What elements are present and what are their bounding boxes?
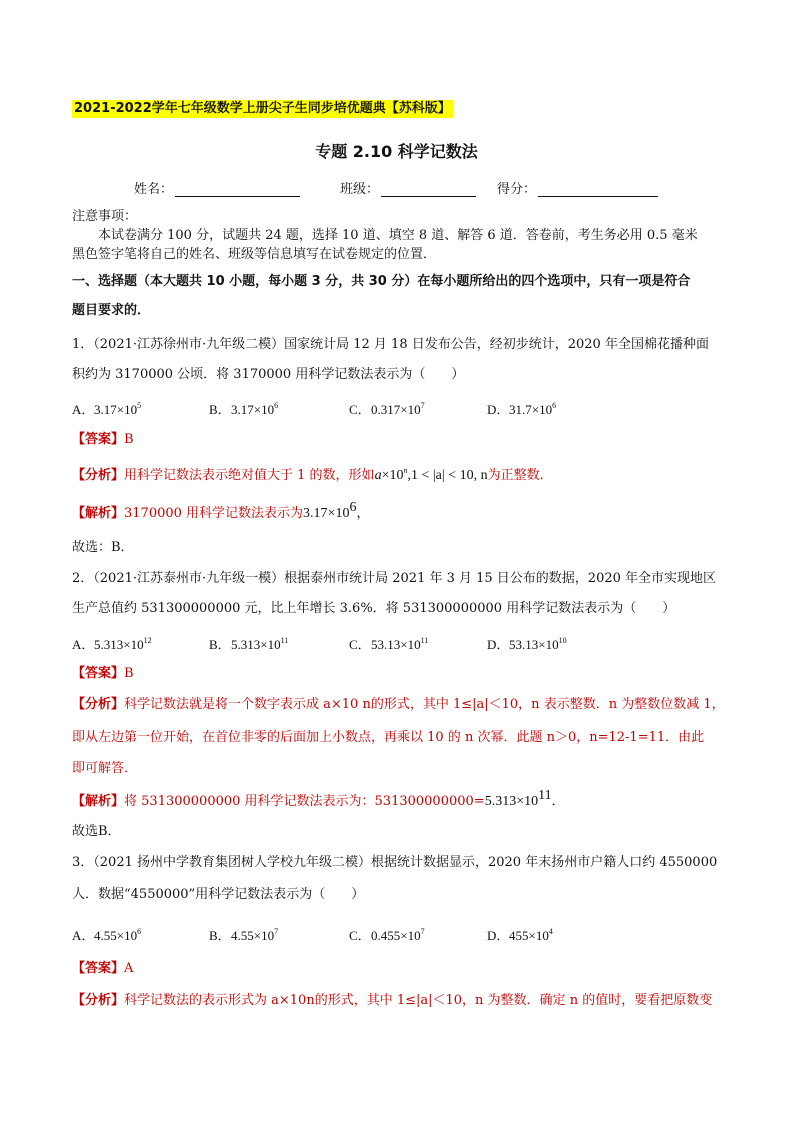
q2-option-a[interactable]: A．$5.313\times 10^{12}$	[72, 636, 152, 652]
page-title: 专题 2.10 科学记数法	[315, 142, 478, 161]
q1-analysis: 【分析】用科学记数法表示绝对值大于 1 的数，形如$a\times 10^n,1 < |a| < 10$, n为正整数．	[72, 466, 553, 483]
class-blank[interactable]	[381, 182, 476, 197]
q2-solution: 【解析】将 531300000000 用科学记数法表示为：$531300000000=5.313\times 10^{11}$．	[72, 788, 565, 809]
q1-answer: 【答案】B	[72, 432, 134, 447]
class-label: 班级：	[340, 182, 380, 197]
q2-option-b[interactable]: B．$5.313\times 10^{11}$	[209, 636, 289, 652]
q3-option-d[interactable]: D．$455\times 10^4$	[487, 927, 553, 943]
q3-analysis-line-1: 【分析】科学记数法的表示形式为 a×10n的形式，其中 1≤|a|＜10，n 为整数．确定 n 的值时，要看把原数变	[72, 993, 713, 1008]
name-blank[interactable]	[175, 182, 300, 197]
q2-analysis-line-1: 【分析】科学记数法就是将一个数字表示成 a×10 n的形式，其中 1≤|a|＜10，n 表示整数．n 为整数位数减 1，	[72, 697, 725, 712]
q2-stem-line-2: 生产总值约 531300000000 元，比上年增长 3.6%．将 531300000000 用科学记数法表示为（ ）	[72, 601, 676, 616]
section-heading-line-2: 题目要求的．	[72, 303, 151, 318]
q1-option-a[interactable]: A．$3.17\times 10^5$	[72, 401, 142, 417]
q1-option-c[interactable]: C．$0.317\times 10^7$	[349, 401, 425, 417]
q1-stem-line-2: 积约为 3170000 公顷．将 3170000 用科学记数法表示为（ ）	[72, 367, 465, 382]
q2-analysis-line-3: 即可解答．	[72, 761, 138, 776]
score-field[interactable]	[497, 178, 658, 197]
q3-stem-line-1: 3．（2021 扬州中学教育集团树人学校九年级二模）根据统计数据显示，2020 年末扬州市户籍人口约 4550000	[72, 855, 718, 870]
notes-heading: 注意事项：	[72, 209, 138, 224]
q3-stem-line-2: 人．数据“4550000”用科学记数法表示为（ ）	[72, 887, 365, 902]
score-label: 得分：	[497, 182, 537, 197]
q1-solution: 【解析】3170000 用科学记数法表示为$3.17\times 10^6$，	[72, 500, 370, 521]
class-field[interactable]	[340, 178, 476, 197]
q2-option-d[interactable]: D．$53.13\times 10^{10}$	[487, 636, 567, 652]
q3-answer: 【答案】A	[72, 961, 134, 976]
q2-analysis-line-2: 即从左边第一位开始，在首位非零的后面加上小数点，再乘以 10 的 n 次幂．此题 n＞0，n=12-1=11．由此	[72, 730, 705, 745]
name-label: 姓名：	[134, 182, 174, 197]
notes-line-2: 黑色签字笔将自己的姓名、班级等信息填写在试卷规定的位置．	[72, 247, 437, 262]
q3-option-a[interactable]: A．$4.55\times 10^6$	[72, 927, 142, 943]
q3-option-b[interactable]: B．$4.55\times 10^7$	[209, 927, 279, 943]
q2-conclusion: 故选B．	[72, 824, 121, 839]
q2-answer: 【答案】B	[72, 666, 134, 681]
q1-stem-line-1: 1．（2021·江苏徐州市·九年级二模）国家统计局 12 月 18 日发布公告，经初步统计，2020 年全国棉花播种面	[72, 337, 709, 352]
series-banner: 2021-2022学年七年级数学上册尖子生同步培优题典【苏科版】	[74, 101, 451, 116]
q3-option-c[interactable]: C．$0.455\times 10^7$	[349, 927, 425, 943]
q2-option-c[interactable]: C．$53.13\times 10^{11}$	[349, 636, 429, 652]
q1-option-b[interactable]: B．$3.17\times 10^6$	[209, 401, 279, 417]
name-field[interactable]	[134, 178, 300, 197]
q1-option-d[interactable]: D．$31.7\times 10^6$	[487, 401, 557, 417]
notes-line-1: 本试卷满分 100 分，试题共 24 题，选择 10 道、填空 8 道、解答 6 道．答卷前，考生务必用 0.5 毫米	[98, 228, 698, 243]
score-blank[interactable]	[538, 182, 658, 197]
q1-conclusion: 故选：B．	[72, 540, 134, 555]
q2-stem-line-1: 2．（2021·江苏泰州市·九年级一模）根据泰州市统计局 2021 年 3 月 15 日公布的数据，2020 年全市实现地区	[72, 571, 717, 586]
section-heading-line-1: 一、选择题（本大题共 10 小题，每小题 3 分，共 30 分）在每小题所给出的四个选项中，只有一项是符合	[72, 274, 691, 289]
